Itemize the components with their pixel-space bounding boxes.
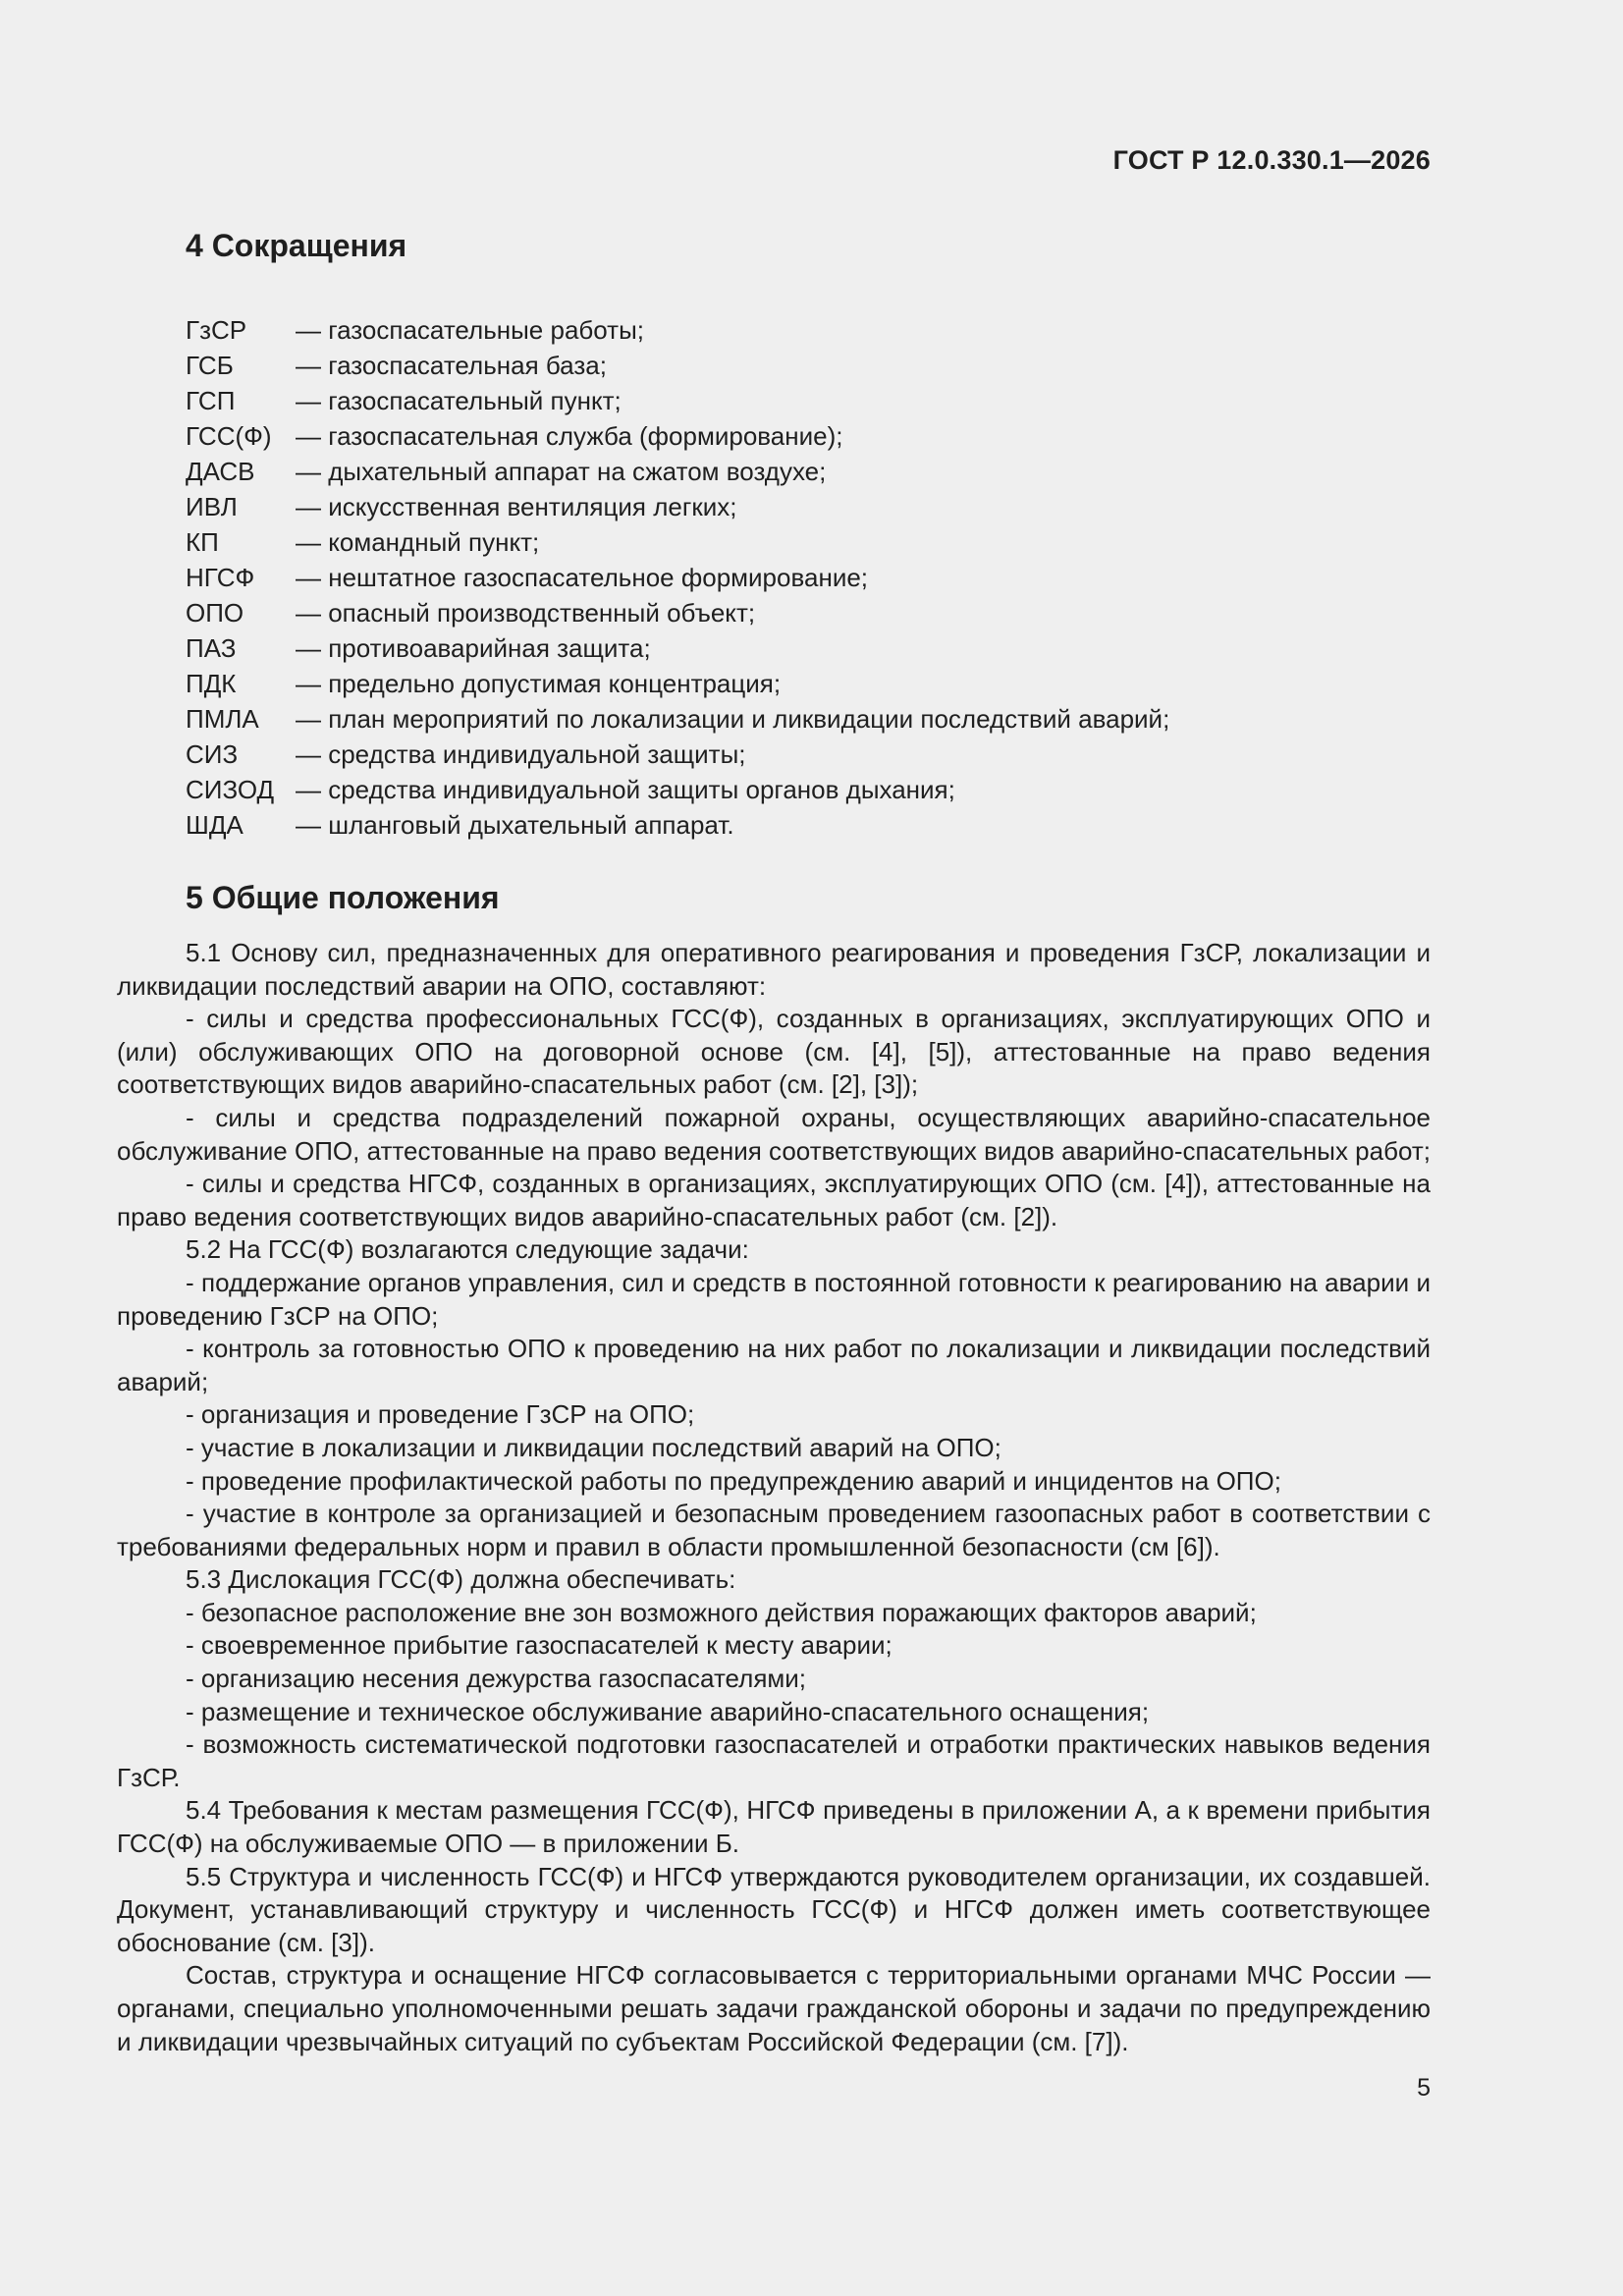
paragraph: 5.1 Основу сил, предназначенных для оперативного реагирования и проведения ГзСР, локализации и ликвидации последствий аварии на ОПО, составляют: (117, 938, 1431, 1001)
paragraph: 5.4 Требования к местам размещения ГСС(Ф), НГСФ приведены в приложении А, а к времени прибытия ГСС(Ф) на обслуживаемые ОПО — в приложении Б. (117, 1795, 1431, 1859)
abbreviation-term: ГзСР (186, 315, 247, 345)
abbreviation-item (186, 454, 1431, 489)
abbreviation-item (186, 701, 1431, 737)
list-item: - силы и средства профессиональных ГСС(Ф), созданных в организациях, эксплуатирующих ОПО и (или) обслуживающих ОПО на договорной основе (см. [4], [5]), аттестованные на право ведения соответствующих видов аварийно-спасательных работ (см. [2], [3]); (117, 1004, 1431, 1100)
abbreviation-definition: — предельно допустимая концентрация; (296, 669, 782, 698)
abbreviation-term: ШДА (186, 810, 243, 840)
page-content (117, 222, 1431, 2058)
abbreviation-list (186, 312, 1431, 843)
paragraph: 5.3 Дислокация ГСС(Ф) должна обеспечивать: (186, 1564, 736, 1595)
list-item: - силы и средства НГСФ, созданных в организациях, эксплуатирующих ОПО (см. [4]), аттестованные на право ведения соответствующих видов аварийно-спасательных работ (см. [2]). (117, 1169, 1431, 1231)
abbreviation-definition: — газоспасательные работы; (296, 315, 644, 345)
abbreviation-item (186, 418, 1431, 454)
list-item: - участие в контроле за организацией и безопасным проведением газоопасных работ в соответствии с требованиями федеральных норм и правил в области промышленной безопасности (см [6]). (117, 1499, 1431, 1561)
paragraph: 5.2 На ГСС(Ф) возлагаются следующие задачи: (186, 1234, 749, 1265)
abbreviation-item (186, 348, 1431, 383)
abbreviation-term: НГСФ (186, 563, 255, 592)
abbreviation-item (186, 560, 1431, 595)
abbreviation-definition: — искусственная вентиляция легких; (296, 492, 737, 521)
section-4-title: 4 Сокращения (186, 228, 407, 263)
abbreviation-term: СИЗОД (186, 775, 275, 804)
abbreviation-term: КП (186, 527, 219, 557)
list-item: - контроль за готовностью ОПО к проведению на них работ по локализации и ликвидации последствий аварий; (117, 1334, 1431, 1396)
abbreviation-definition: — средства индивидуальной защиты органов дыхания; (296, 775, 955, 804)
abbreviation-item (186, 489, 1431, 524)
abbreviation-item (186, 595, 1431, 630)
document-code: ГОСТ Р 12.0.330.1—2026 (1112, 145, 1431, 175)
abbreviation-definition: — план мероприятий по локализации и ликвидации последствий аварий; (296, 704, 1170, 734)
abbreviation-item (186, 807, 1431, 843)
list-item: - безопасное расположение вне зон возможного действия поражающих факторов аварий; (186, 1597, 1257, 1627)
abbreviation-term: ПАЗ (186, 633, 237, 663)
list-item: - участие в локализации и ликвидации последствий аварий на ОПО; (186, 1432, 1001, 1462)
list-item: - своевременное прибытие газоспасателей к месту аварии; (186, 1630, 893, 1661)
paragraph: 5.5 Структура и численность ГСС(Ф) и НГСФ утверждаются руководителем организации, их создавшей. Документ, устанавливающий структуру и численность ГСС(Ф) и НГСФ должен иметь соответствующее обоснование (см. [3]). (117, 1861, 1431, 1957)
list-item: - размещение и техническое обслуживание аварийно-спасательного оснащения; (186, 1696, 1150, 1726)
page-number: 5 (1417, 2074, 1431, 2102)
abbreviation-term: ОПО (186, 598, 244, 628)
section-5-body (117, 937, 1431, 2058)
abbreviation-definition: — командный пункт; (296, 527, 540, 557)
abbreviation-definition: — средства индивидуальной защиты; (296, 739, 746, 769)
list-item: - поддержание органов управления, сил и средств в постоянной готовности к реагированию на аварии и проведению ГзСР на ОПО; (117, 1267, 1431, 1331)
abbreviation-term: ИВЛ (186, 492, 238, 521)
abbreviation-definition: — газоспасательная служба (формирование); (296, 421, 843, 451)
abbreviation-definition: — шланговый дыхательный аппарат. (296, 810, 734, 840)
abbreviation-definition: — дыхательный аппарат на сжатом воздухе; (296, 457, 827, 486)
abbreviation-definition: — газоспасательная база; (296, 351, 607, 380)
abbreviation-item (186, 630, 1431, 666)
abbreviation-term: ПДК (186, 669, 237, 698)
list-item: - возможность систематической подготовки газоспасателей и отработки практических навыков ведения ГзСР. (117, 1729, 1431, 1792)
abbreviation-item (186, 666, 1431, 701)
abbreviation-item (186, 383, 1431, 418)
list-item: - проведение профилактической работы по предупреждению аварий и инцидентов на ОПО; (186, 1465, 1281, 1496)
abbreviation-definition: — противоаварийная защита; (296, 633, 651, 663)
list-item: - организация и проведение ГзСР на ОПО; (186, 1399, 695, 1430)
abbreviation-item (186, 312, 1431, 348)
list-item: - силы и средства подразделений пожарной охраны, осуществляющих аварийно-спасательное обслуживание ОПО, аттестованные на право ведения соответствующих видов аварийно-спасательных работ; (117, 1102, 1432, 1166)
paragraph: Состав, структура и оснащение НГСФ согласовывается с территориальными органами МЧС России — органами, специально уполномоченными решать задачи гражданской обороны и задачи по предупреждению и ликвидации чрезвычайных ситуаций по субъектам Российской Федерации (см. [7]). (117, 1960, 1431, 2056)
abbreviation-definition: — нештатное газоспасательное формирование; (296, 563, 869, 592)
abbreviation-item (186, 772, 1431, 807)
abbreviation-item (186, 737, 1431, 772)
abbreviation-definition: — опасный производственный объект; (296, 598, 756, 628)
abbreviation-term: ГСБ (186, 351, 234, 380)
abbreviation-term: ПМЛА (186, 704, 259, 734)
abbreviation-term: ДАСВ (186, 457, 255, 486)
list-item: - организацию несения дежурства газоспасателями; (186, 1664, 807, 1694)
abbreviation-term: ГСП (186, 386, 236, 415)
abbreviation-definition: — газоспасательный пункт; (296, 386, 622, 415)
abbreviation-term: ГСС(Ф) (186, 421, 272, 451)
abbreviation-item (186, 524, 1431, 560)
abbreviation-term: СИЗ (186, 739, 239, 769)
section-5-title: 5 Общие положения (186, 880, 500, 915)
